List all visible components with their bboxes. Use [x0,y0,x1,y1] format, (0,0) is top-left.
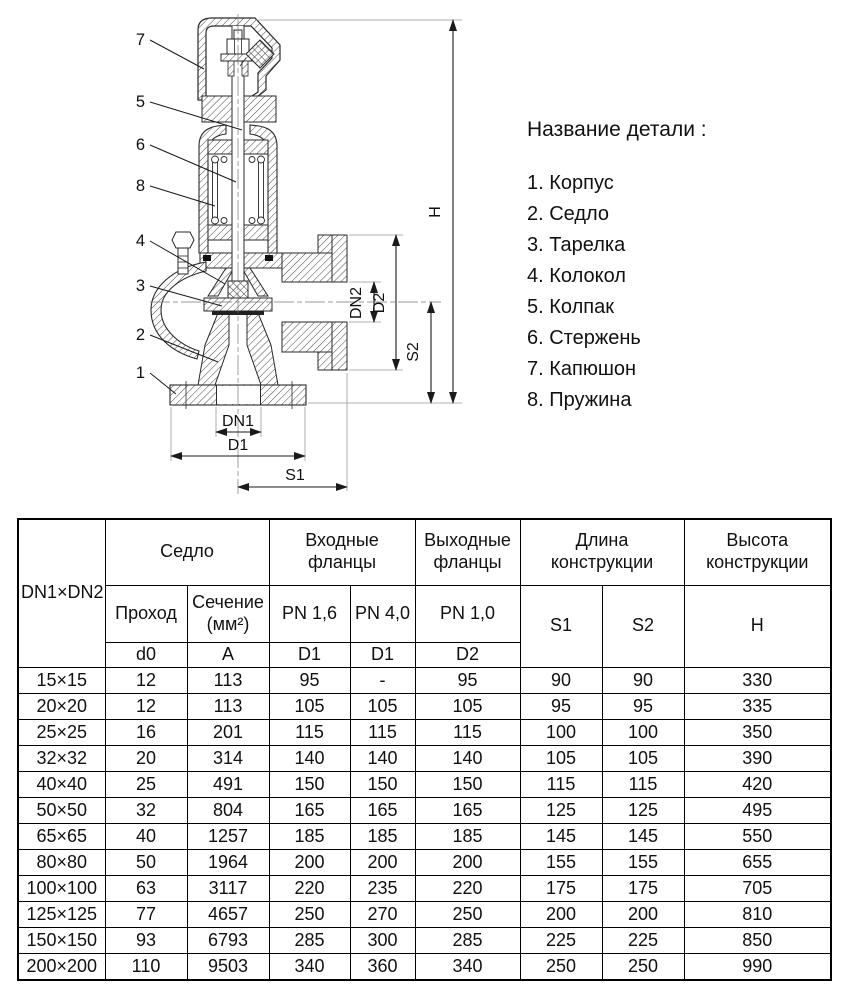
table-row [18,797,831,823]
cell-dn: 32×32 [18,745,105,771]
cell-h: 550 [684,823,831,849]
cell-s1: 225 [520,927,602,953]
cell-a: 9503 [187,953,269,980]
cell-d1-pn16: 140 [269,745,350,771]
table-row [18,823,831,849]
cell-s1: 100 [520,719,602,745]
callout-2: 2 [135,326,145,344]
table-row [18,693,831,719]
header-prohod: Проход [105,585,187,642]
cell-d0: 40 [105,823,187,849]
cell-d1-pn16: 200 [269,849,350,875]
cell-d2: 220 [415,875,520,901]
outlet-flange [282,235,347,370]
body-dome [151,262,206,359]
header-height: Высота конструкции [684,519,831,585]
parts-list-item: 7. Капюшон [527,358,637,380]
cell-dn: 100×100 [18,875,105,901]
dimensions-table [17,518,832,981]
cell-d0: 12 [105,693,187,719]
cell-s2: 175 [602,875,684,901]
parts-list-item: 8. Пружина [527,389,632,411]
cell-s2: 105 [602,745,684,771]
cell-d1-pn40: 150 [350,771,415,797]
dim-label-H: H [427,206,444,218]
cell-d2: 285 [415,927,520,953]
cell-h: 655 [684,849,831,875]
cell-a: 4657 [187,901,269,927]
table-row [18,953,831,980]
cell-d1-pn40: 115 [350,719,415,745]
table-row [18,745,831,771]
header-outlet-flanges: Выходные фланцы [415,519,520,585]
cell-d0: 32 [105,797,187,823]
cell-d1-pn40: 105 [350,693,415,719]
parts-list-item: 5. Колпак [527,296,614,318]
cell-a: 314 [187,745,269,771]
cell-s2: 200 [602,901,684,927]
header-s2: S2 [602,585,684,667]
cell-d2: 105 [415,693,520,719]
cell-d2: 140 [415,745,520,771]
cell-d0: 50 [105,849,187,875]
header-sechenie: Сечение (мм²) [187,585,269,642]
cell-h: 335 [684,693,831,719]
table-header-row [18,519,831,585]
cell-d0: 25 [105,771,187,797]
cell-a: 1257 [187,823,269,849]
header-pn10: PN 1,0 [415,585,520,642]
cell-dn: 15×15 [18,667,105,693]
cell-d1-pn16: 185 [269,823,350,849]
cell-dn: 25×25 [18,719,105,745]
cell-d1-pn40: - [350,667,415,693]
cell-a: 201 [187,719,269,745]
valve-cross-section-drawing [0,0,500,510]
cell-dn: 65×65 [18,823,105,849]
table-header-row [18,585,831,642]
cell-s1: 175 [520,875,602,901]
cell-d0: 16 [105,719,187,745]
cell-d1-pn40: 140 [350,745,415,771]
cell-d0: 20 [105,745,187,771]
callout-7: 7 [135,31,145,49]
cell-s2: 95 [602,693,684,719]
cell-s2: 250 [602,953,684,980]
cell-a: 804 [187,797,269,823]
cell-s2: 145 [602,823,684,849]
table-row [18,667,831,693]
table-row [18,875,831,901]
cell-d1-pn40: 185 [350,823,415,849]
header-length: Длина конструкции [520,519,684,585]
cell-s1: 115 [520,771,602,797]
cell-dn: 50×50 [18,797,105,823]
cell-d2: 250 [415,901,520,927]
table-row [18,771,831,797]
cell-d0: 77 [105,901,187,927]
header-h: H [684,585,831,667]
cell-d1-pn16: 95 [269,667,350,693]
header-dn1xdn2: DN1×DN2 [18,519,105,667]
cell-d1-pn16: 340 [269,953,350,980]
cell-d1-pn16: 115 [269,719,350,745]
dim-label-S1: S1 [285,467,305,484]
parts-list-item: 2. Седло [527,203,610,225]
callout-8: 8 [135,177,145,195]
cell-h: 330 [684,667,831,693]
cell-d2: 165 [415,797,520,823]
header-pn16: PN 1,6 [269,585,350,642]
cell-d1-pn16: 165 [269,797,350,823]
table-row [18,901,831,927]
dim-label-D2: D2 [371,292,388,314]
cell-s1: 200 [520,901,602,927]
parts-list-item: 3. Тарелка [527,234,626,256]
cell-s1: 95 [520,693,602,719]
dim-label-DN1: DN1 [221,413,255,430]
cell-s2: 90 [602,667,684,693]
cell-s2: 115 [602,771,684,797]
cell-s1: 125 [520,797,602,823]
cell-d2: 150 [415,771,520,797]
dim-label-DN2: DN2 [348,286,365,320]
cell-h: 350 [684,719,831,745]
cell-s1: 105 [520,745,602,771]
cell-s2: 100 [602,719,684,745]
cell-a: 6793 [187,927,269,953]
cell-dn: 200×200 [18,953,105,980]
cell-d1-pn40: 235 [350,875,415,901]
parts-list [527,118,707,416]
table-row [18,719,831,745]
cell-a: 113 [187,667,269,693]
header-sedlo: Седло [105,519,269,585]
header-pn40: PN 4,0 [350,585,415,642]
dim-label-S2: S2 [405,342,422,362]
callout-6: 6 [135,136,145,154]
cell-h: 990 [684,953,831,980]
header-d1-pn40: D1 [350,642,415,667]
cell-d1-pn40: 300 [350,927,415,953]
cell-a: 113 [187,693,269,719]
cell-d1-pn16: 250 [269,901,350,927]
cell-d1-pn16: 150 [269,771,350,797]
table-row [18,849,831,875]
cell-a: 491 [187,771,269,797]
cell-d0: 110 [105,953,187,980]
cell-s1: 250 [520,953,602,980]
cell-d0: 12 [105,667,187,693]
cell-s2: 155 [602,849,684,875]
cell-dn: 80×80 [18,849,105,875]
cell-h: 705 [684,875,831,901]
cell-h: 850 [684,927,831,953]
cell-dn: 150×150 [18,927,105,953]
cell-h: 495 [684,797,831,823]
cell-dn: 20×20 [18,693,105,719]
cell-s1: 90 [520,667,602,693]
callout-3: 3 [135,277,145,295]
header-d0: d0 [105,642,187,667]
cell-d2: 340 [415,953,520,980]
cell-d1-pn16: 285 [269,927,350,953]
cell-d2: 200 [415,849,520,875]
cell-d1-pn40: 270 [350,901,415,927]
header-d1-pn16: D1 [269,642,350,667]
table-row [18,927,831,953]
cell-d0: 63 [105,875,187,901]
cell-h: 390 [684,745,831,771]
cell-s1: 155 [520,849,602,875]
cell-h: 420 [684,771,831,797]
cell-h: 810 [684,901,831,927]
cell-d1-pn40: 165 [350,797,415,823]
cell-d2: 185 [415,823,520,849]
cell-a: 1964 [187,849,269,875]
callout-5: 5 [135,93,145,111]
parts-list-item: 6. Стержень [527,327,641,349]
header-inlet-flanges: Входные фланцы [269,519,415,585]
callout-4: 4 [135,232,145,250]
header-a: A [187,642,269,667]
cell-d0: 93 [105,927,187,953]
cell-d1-pn16: 105 [269,693,350,719]
header-s1: S1 [520,585,602,667]
cell-d1-pn16: 220 [269,875,350,901]
cell-d2: 95 [415,667,520,693]
callout-1: 1 [135,364,145,382]
parts-list-item: 4. Колокол [527,265,626,287]
cell-d1-pn40: 200 [350,849,415,875]
cell-d1-pn40: 360 [350,953,415,980]
parts-list-item: 1. Корпус [527,172,614,194]
cell-d2: 115 [415,719,520,745]
cell-s1: 145 [520,823,602,849]
cell-s2: 225 [602,927,684,953]
cell-dn: 125×125 [18,901,105,927]
dim-label-D1: D1 [227,437,249,454]
header-d2: D2 [415,642,520,667]
cell-a: 3117 [187,875,269,901]
cell-dn: 40×40 [18,771,105,797]
cell-s2: 125 [602,797,684,823]
parts-list-title: Название детали : [527,118,707,141]
